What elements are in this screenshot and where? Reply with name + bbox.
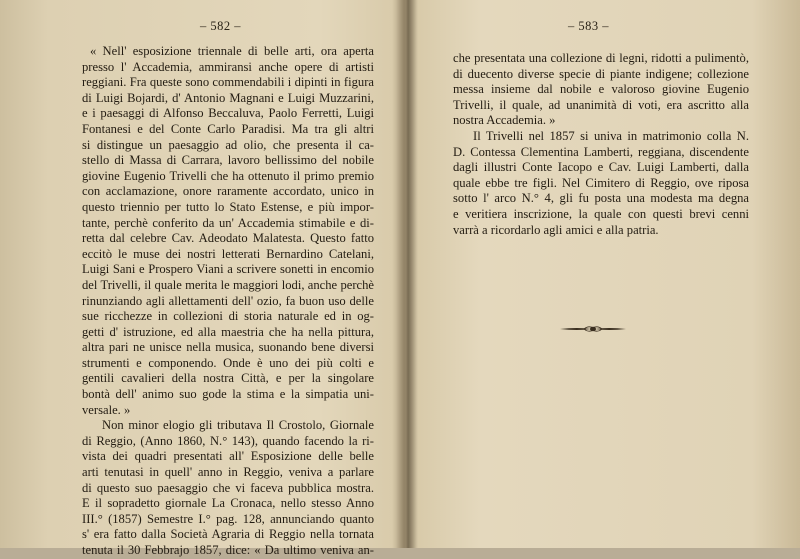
text-line: arti tenutasi in quell' anno in Reggio, veniva a parlare	[82, 465, 374, 480]
text-line: con acclamazione, onore raramente accordato, unico in	[82, 184, 374, 199]
text-line: eccitò le muse dei nostri letterati Bernardino Catelani,	[82, 246, 374, 261]
text-line: Fontanesi e del Conte Carlo Paradisi. Ma tra gli altri	[82, 121, 374, 136]
text-line: bontà dell' animo suo gode la stima e la simpatia uni-	[82, 387, 374, 402]
text-line: giovine Eugenio Trivelli che ha ottenuto il primo premio	[82, 168, 374, 183]
text-line: vista dei quadri presentati all' Esposizione delle belle	[82, 449, 374, 464]
right-page	[405, 0, 800, 548]
text-line: presso l' Accademia, ammiransi anche opere di artisti	[82, 59, 374, 74]
text-line: Trivelli, il quale, ad unanimità di voti, era ascritto alla	[453, 97, 749, 112]
left-text-block	[82, 44, 374, 559]
text-line: E il sopradetto giornale La Cronaca, nello stesso Anno	[82, 496, 374, 511]
text-line: di questo suo paesaggio che vi faceva pubblica mostra.	[82, 480, 374, 495]
text-line: e veritiera inscrizione, la quale con questi brevi cenni	[453, 206, 749, 221]
text-line: retta dal celebre Cav. Adeodato Malatesta. Questo fatto	[82, 231, 374, 246]
right-text-block	[453, 51, 749, 238]
page-number: – 583 –	[568, 19, 609, 33]
text-line: s' era fatto dalla Società Agraria di Reggio nella tornata	[82, 527, 374, 542]
text-line: sotto l' arco N.° 4, gli fu posta una modesta ma degna	[453, 191, 749, 206]
text-line: di Luigi Bojardi, d' Antonio Magnani e Luigi Muzzarini,	[82, 90, 374, 105]
text-line: stello di Massa di Carrara, lavoro bellissimo del nobile	[82, 153, 374, 168]
text-line: Non minor elogio gli tributava Il Crostolo, Giornale	[102, 418, 374, 433]
text-line: getti d' istruzione, ed alla maestria che ha nella pittura,	[82, 324, 374, 339]
text-line: D. Contessa Clementina Lamberti, reggiana, discendente	[453, 144, 749, 159]
text-line: gentili cavalieri della nostra Città, e per la singolare	[82, 371, 374, 386]
text-line: nostra Accademia. »	[453, 113, 556, 128]
text-line: di duecento diverse specie di piante indigene; collezione	[453, 66, 749, 81]
text-line: Luigi Sani e Prospero Viani a scrivere sonetti in encomio	[82, 262, 374, 277]
text-line: varrà a ricordarlo agli amici e alla patria.	[453, 222, 659, 237]
text-line: « Nell' esposizione triennale di belle arti, ora aperta	[90, 44, 374, 58]
text-line: III.° (1857) Semestre I.° pag. 128, annunciando quanto	[82, 511, 374, 526]
page-number: – 582 –	[200, 19, 241, 33]
text-line: rinunziando agli allettamenti dell' ozio, fa buon uso delle	[82, 293, 374, 308]
text-line: Il Trivelli nel 1857 si univa in matrimonio colla N.	[473, 128, 749, 143]
text-line: questo triennio per tutto lo Stato Estense, e più impor-	[82, 199, 374, 214]
text-line: reggiani. Fra queste sono commendabili i dipinti in figura	[82, 75, 374, 90]
divider-ornament-icon	[558, 324, 628, 334]
text-line: altra pari ne unisce nella musica, suonando bene diversi	[82, 340, 374, 355]
text-line: del Trivelli, il quale merita le maggiori lodi, anche perchè	[82, 277, 374, 292]
text-line: tenuta il 30 Febbrajo 1857, dice: « Da ultimo veniva an-	[82, 543, 374, 557]
text-line: tante, perchè conferito da un' Accademia stimabile e di-	[82, 215, 374, 230]
text-line: e i paesaggi di Alfonso Beccaluva, Paolo Ferretti, Luigi	[82, 106, 374, 121]
text-line: messa insieme dal nobile e valoroso giovine Eugenio	[453, 82, 749, 97]
text-line: strumenti e componendo. Onde è uno dei più colti e	[82, 355, 374, 370]
text-line: sue ricchezze in collezioni di storia naturale ed in og-	[82, 309, 374, 324]
text-line: dagli illustri Conte Iacopo e Cav. Luigi Lamberti, dalla	[453, 160, 749, 175]
text-line: quale ebbe tre figli. Nel Cimitero di Reggio, ove riposa	[453, 175, 749, 190]
text-line: versale. »	[82, 402, 131, 417]
text-line: che presentata una collezione di legni, ridotti a pulimentò,	[453, 51, 749, 65]
text-line: si distingue un paesaggio ad olio, che presenta il ca-	[82, 137, 374, 152]
text-line: di Reggio, (Anno 1860, N.° 143), quando facendo la ri-	[82, 433, 374, 448]
